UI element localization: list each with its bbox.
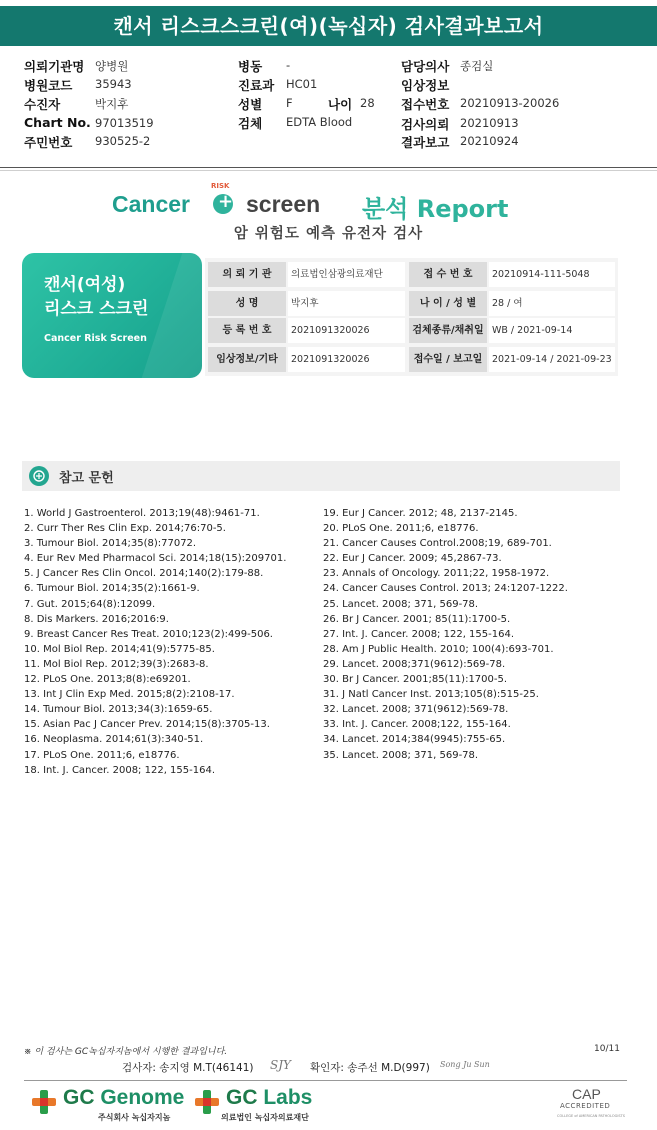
- receipt-value: 20210913-20026: [460, 96, 560, 110]
- report-date-value: 20210924: [460, 134, 519, 148]
- header-divider: [0, 167, 657, 168]
- clinical-label: 임상정보: [401, 78, 450, 93]
- report-subtitle: 암 위험도 예측 유전자 검사: [233, 226, 424, 242]
- examiner-signature: SJY: [270, 1058, 291, 1072]
- info-name-label: 성 명: [208, 291, 286, 316]
- gc-labs-name: GC Labs: [226, 1086, 313, 1109]
- logo-risk-text: RISK: [211, 182, 230, 190]
- info-dates-value: 2021-09-14 / 2021-09-23: [489, 347, 615, 372]
- sex-value: F: [286, 96, 293, 110]
- resident-value: 930525-2: [95, 134, 151, 148]
- info-receipt-value: 20210914-111-5048: [489, 262, 615, 287]
- reference-item: 27. Int. J. Cancer. 2008; 122, 155-164.: [323, 628, 515, 640]
- info-row: [205, 291, 618, 320]
- reference-item: 17. PLoS One. 2011;6, e18776.: [24, 749, 180, 761]
- report-date-label: 결과보고: [401, 135, 450, 150]
- reference-item: 18. Int. J. Cancer. 2008; 122, 155-164.: [24, 764, 216, 776]
- institution-label: 의뢰기관명: [24, 59, 85, 74]
- ward-label: 병동: [238, 59, 263, 74]
- patient-value: 박지후: [95, 97, 129, 111]
- confirmer: 확인자: 송주선 M.D(997): [310, 1062, 430, 1074]
- reference-item: 22. Eur J Cancer. 2009; 45,2867-73.: [323, 553, 502, 565]
- cap-sub: ACCREDITED: [560, 1102, 611, 1110]
- hospital-code-label: 병원코드: [24, 78, 73, 93]
- reference-item: 7. Gut. 2015;64(8):12099.: [24, 598, 156, 610]
- info-clinical-value: 2021091320026: [288, 347, 405, 372]
- footer-divider: [24, 1080, 627, 1081]
- info-reg-value: 2021091320026: [288, 318, 405, 343]
- reference-item: 31. J Natl Cancer Inst. 2013;105(8):515-25.: [323, 689, 539, 701]
- reference-item: 15. Asian Pac J Cancer Prev. 2014;15(8):3705-13.: [24, 719, 270, 731]
- reference-item: 11. Mol Biol Rep. 2012;39(3):2683-8.: [24, 658, 209, 670]
- reference-item: 25. Lancet. 2008; 371, 569-78.: [323, 598, 479, 610]
- info-specimen-label: 검체종류/채취일: [409, 318, 487, 343]
- header-divider-light: [0, 170, 657, 171]
- sample-info-table: [205, 258, 618, 376]
- resident-label: 주민번호: [24, 135, 73, 150]
- info-name-value: 박지후: [288, 291, 405, 316]
- gc-labs-sub: 의료법인 녹십자의료재단: [221, 1113, 309, 1122]
- info-receipt-label: 접 수 번 호: [409, 262, 487, 287]
- badge-line1: 캔서(여성): [44, 275, 126, 295]
- info-row: [205, 262, 618, 291]
- reference-item: 20. PLoS One. 2011;6, e18776.: [323, 523, 479, 535]
- book-icon: [29, 466, 49, 486]
- age-label: 나이: [328, 97, 353, 112]
- patient-label: 수진자: [24, 97, 61, 112]
- reference-item: 6. Tumour Biol. 2014;35(2):1661-9.: [24, 583, 200, 595]
- request-value: 20210913: [460, 116, 519, 130]
- info-institution-value: 의료법인삼광의료재단: [288, 262, 405, 287]
- info-agesex-label: 나 이 / 성 별: [409, 291, 487, 316]
- doctor-value: 종검실: [460, 59, 494, 73]
- institution-value: 양병원: [95, 59, 129, 73]
- reference-item: 21. Cancer Causes Control.2008;19, 689-701.: [323, 538, 552, 550]
- logo-report-text: 분석 Report: [362, 195, 509, 223]
- logo-cancer-text: Cancer: [112, 191, 190, 217]
- reference-item: 5. J Cancer Res Clin Oncol. 2014;140(2):179-88.: [24, 568, 264, 580]
- reference-item: 24. Cancer Causes Control. 2013; 24:1207-1222.: [323, 583, 568, 595]
- reference-item: 3. Tumour Biol. 2014;35(8):77072.: [24, 538, 197, 550]
- reference-item: 28. Am J Public Health. 2010; 100(4):693-701.: [323, 643, 554, 655]
- age-value: 28: [360, 96, 375, 110]
- dept-label: 진료과: [238, 78, 275, 93]
- references-list-left: [24, 506, 286, 778]
- info-clinical-label: 임상정보/기타: [208, 347, 286, 372]
- report-title: 캔서 리스크스크린(여)(녹십자) 검사결과보고서: [0, 6, 657, 46]
- gc-cross-icon: [30, 1088, 58, 1116]
- hospital-code-value: 35943: [95, 77, 132, 91]
- reference-item: 32. Lancet. 2008; 371(9612):569-78.: [323, 704, 509, 716]
- specimen-label: 검체: [238, 116, 263, 131]
- footer-note: ※ 이 검사는 GC녹십자지놈에서 시행한 결과입니다.: [24, 1047, 228, 1057]
- reference-item: 19. Eur J Cancer. 2012; 48, 2137-2145.: [323, 508, 518, 519]
- cap-title: CAP: [572, 1086, 601, 1102]
- receipt-label: 접수번호: [401, 97, 450, 112]
- doctor-label: 담당의사: [401, 59, 450, 74]
- reference-item: 35. Lancet. 2008; 371, 569-78.: [323, 749, 479, 761]
- reference-item: 8. Dis Markers. 2016;2016:9.: [24, 613, 169, 625]
- references-list-right: [323, 506, 568, 763]
- confirmer-signature: Song Ju Sun: [440, 1060, 490, 1069]
- info-row: [205, 347, 618, 376]
- info-dates-label: 접수일 / 보고일: [409, 347, 487, 372]
- reference-item: 26. Br J Cancer. 2001; 85(11):1700-5.: [323, 613, 511, 625]
- specimen-value: EDTA Blood: [286, 115, 353, 129]
- cap-tiny: COLLEGE of AMERICAN PATHOLOGISTS: [557, 1114, 625, 1118]
- badge-line2: 리스크 스크린: [44, 299, 149, 319]
- examiner: 검사자: 송지영 M.T(46141): [122, 1062, 254, 1074]
- product-badge: [22, 253, 202, 378]
- references-header: [22, 461, 620, 491]
- request-label: 검사의뢰: [401, 117, 450, 132]
- reference-item: 10. Mol Biol Rep. 2014;41(9):5775-85.: [24, 643, 215, 655]
- reference-item: 12. PLoS One. 2013;8(8):e69201.: [24, 674, 191, 686]
- gc-cross-icon: [193, 1088, 221, 1116]
- reference-item: 13. Int J Clin Exp Med. 2015;8(2):2108-17.: [24, 689, 235, 701]
- info-agesex-value: 28 / 여: [489, 291, 615, 316]
- logo-plus-icon: [213, 194, 233, 214]
- info-specimen-value: WB / 2021-09-14: [489, 318, 615, 343]
- reference-item: 4. Eur Rev Med Pharmacol Sci. 2014;18(15):209701.: [24, 553, 287, 565]
- patient-header: [0, 55, 657, 165]
- cap-accredited-logo: [556, 1086, 626, 1122]
- sex-label: 성별: [238, 97, 263, 112]
- reference-item: 2. Curr Ther Res Clin Exp. 2014;76:70-5.: [24, 523, 226, 535]
- info-institution-label: 의 뢰 기 관: [208, 262, 286, 287]
- dept-value: HC01: [286, 77, 318, 91]
- reference-item: 29. Lancet. 2008;371(9612):569-78.: [323, 658, 506, 670]
- reference-item: 9. Breast Cancer Res Treat. 2010;123(2):499-506.: [24, 628, 273, 640]
- badge-line3: Cancer Risk Screen: [44, 333, 147, 344]
- info-row: [205, 318, 618, 347]
- reference-item: 14. Tumour Biol. 2013;34(3):1659-65.: [24, 704, 213, 716]
- chart-label: Chart No.: [24, 115, 91, 130]
- cancer-screen-logo: [0, 182, 657, 226]
- page-number: 10/11: [594, 1044, 620, 1054]
- info-reg-label: 등 록 번 호: [208, 318, 286, 343]
- reference-item: 34. Lancet. 2014;384(9945):755-65.: [323, 734, 506, 746]
- references-title: 참고 문헌: [59, 471, 114, 486]
- gc-genome-sub: 주식회사 녹십자지놈: [98, 1113, 171, 1122]
- reference-item: 16. Neoplasma. 2014;61(3):340-51.: [24, 734, 204, 746]
- gc-genome-name: GC Genome: [63, 1086, 185, 1109]
- reference-item: 23. Annals of Oncology. 2011;22, 1958-1972.: [323, 568, 550, 580]
- chart-value: 97013519: [95, 116, 154, 130]
- reference-item: 30. Br J Cancer. 2001;85(11):1700-5.: [323, 674, 508, 686]
- reference-item: 33. Int. J. Cancer. 2008;122, 155-164.: [323, 719, 511, 731]
- reference-item: 1. World J Gastroenterol. 2013;19(48):9461-71.: [24, 508, 260, 519]
- ward-value: -: [286, 58, 291, 72]
- logo-screen-text: screen: [246, 191, 321, 217]
